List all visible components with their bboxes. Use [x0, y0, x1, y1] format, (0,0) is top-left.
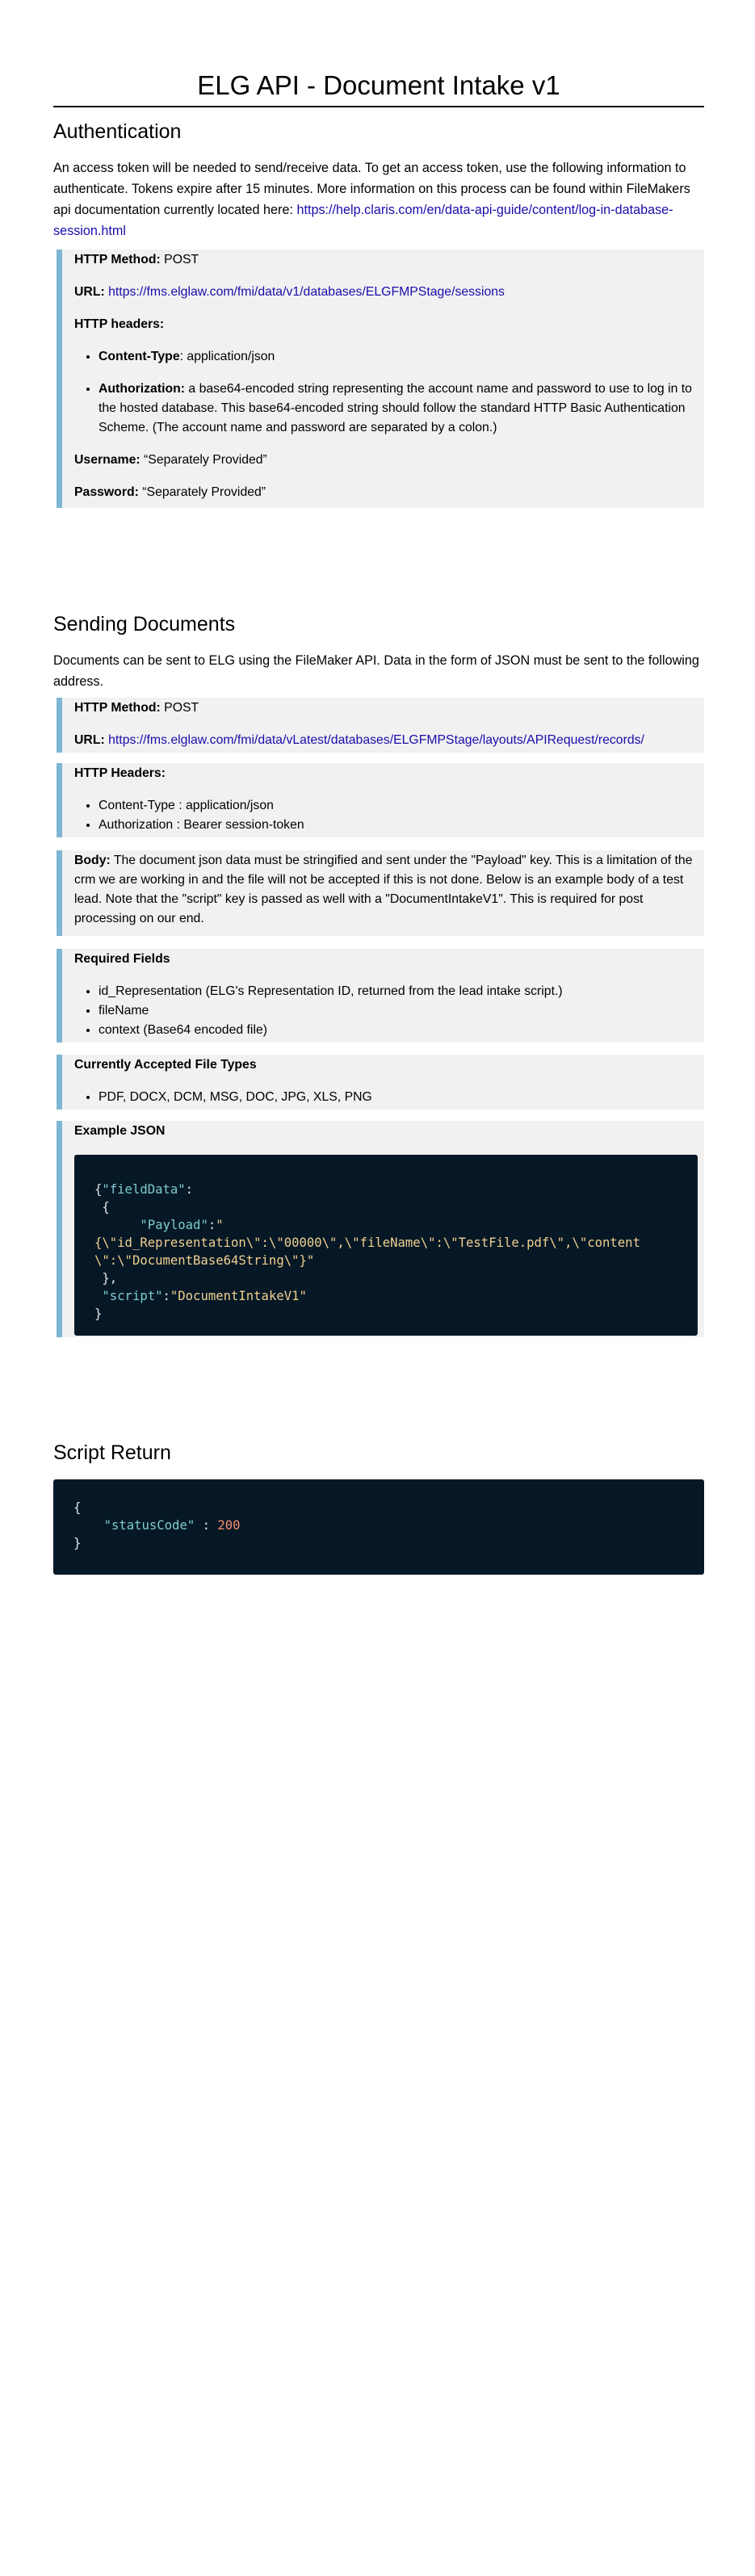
file-types-block [57, 1055, 704, 1110]
file-type-item: • PDF, DOCX, DCM, MSG, DOC, JPG, XLS, PNG [99, 1088, 694, 1107]
send-headers-label: HTTP Headers: [74, 766, 166, 780]
send-method-line [74, 699, 694, 718]
code-key-fielddata: "fieldData" [102, 1182, 186, 1197]
required-fields-label: Required Fields [74, 952, 170, 966]
send-header-item: • Content-Type : application/json [99, 796, 694, 816]
auth-username-value: “Separately Provided” [140, 453, 267, 467]
send-url-link[interactable]: https://fms.elglaw.com/fmi/data/vLatest/databases/ELGFMPStage/layouts/APIRequest/records/ [108, 733, 644, 747]
auth-details-block [57, 250, 704, 508]
authentication-intro [53, 157, 704, 241]
required-field-item: • fileName [99, 1001, 694, 1021]
send-body-label: Body: [74, 854, 111, 867]
file-types-label: Currently Accepted File Types [74, 1058, 257, 1072]
auth-method-label: HTTP Method: [74, 253, 161, 266]
auth-headers-label: HTTP headers: [74, 317, 165, 331]
sending-documents-heading: Sending Documents [53, 613, 236, 636]
code-script-value: "DocumentIntakeV1" [170, 1289, 307, 1303]
code-key-statuscode: "statusCode" [103, 1518, 195, 1533]
auth-method-value: POST [160, 253, 199, 266]
title-divider [53, 106, 704, 107]
auth-header-authorization: • Authorization: a base64-encoded string representing the account name and password to use to log in to the hosted database. This base64-encoded string should follow the standard HTTP Basic Authentication Scheme. (The account name and password are separated by a colon.) [99, 380, 694, 438]
required-field-item: • id_Representation (ELG's Representation ID, returned from the lead intake script.) [99, 982, 694, 1001]
required-fields-block [57, 949, 704, 1043]
required-field-item: • context (Base64 encoded file) [99, 1021, 694, 1040]
auth-username-line [74, 451, 694, 470]
example-json-code: {"fieldData": { "Payload":" {\"id_Representation\":\"00000\",\"fileName\":\"TestFile.pdf\",\"content \":\"DocumentBase64String\"}" }, "script":"DocumentIntakeV1" } [74, 1155, 698, 1336]
send-body-block [57, 850, 704, 936]
auth-password-line [74, 483, 694, 502]
send-header-item: • Authorization : Bearer session-token [99, 816, 694, 835]
auth-password-value: “Separately Provided” [138, 485, 266, 499]
send-url-line [74, 731, 694, 750]
sending-intro: Documents can be sent to ELG using the FileMaker API. Data in the form of JSON must be sent to the following address. [53, 653, 699, 689]
send-method-label: HTTP Method: [74, 701, 161, 715]
auth-header-content-type: • Content-Type: application/json [99, 347, 694, 367]
auth-url-line [74, 283, 694, 302]
send-url-label: URL: [74, 733, 105, 747]
auth-password-label: Password: [74, 485, 139, 499]
auth-username-label: Username: [74, 453, 141, 467]
script-return-code: { "statusCode" : 200 } [53, 1479, 704, 1575]
auth-url-label: URL: [74, 285, 105, 299]
required-fields-list [74, 982, 694, 1040]
filemaker-docs-link[interactable]: https://help.claris.com/en/data-api-guide/content/log-in-database-session.html [53, 203, 673, 238]
code-statuscode-value: 200 [217, 1518, 241, 1533]
code-payload-value: {\"id_Representation\":\"00000\",\"fileName\":\"TestFile.pdf\",\"content [94, 1236, 640, 1250]
example-json-label: Example JSON [74, 1124, 166, 1138]
auth-method-line [74, 250, 694, 270]
page-title: ELG API - Document Intake v1 [197, 70, 560, 100]
send-body-text: Body: The document json data must be stringified and sent under the "Payload" key. This is a limitation of the crm we are working in and the file will not be accepted if this is not done. Below is an example body of a test lead. Note that the "script" key is passed as well with a "DocumentIntakeV1". This is required for post processing on our end. [74, 854, 693, 925]
script-return-heading: Script Return [53, 1441, 171, 1464]
auth-url-link[interactable]: https://fms.elglaw.com/fmi/data/v1/databases/ELGFMPStage/sessions [108, 285, 505, 299]
authentication-heading: Authentication [53, 120, 182, 143]
authentication-intro-text: An access token will be needed to send/receive data. To get an access token, use the following information to authenticate. Tokens expire after 15 minutes. More information on this process can be found within FileMakers api documentation currently located here: [53, 161, 690, 217]
send-headers-block [57, 763, 704, 837]
send-endpoint-block [57, 698, 704, 753]
send-headers-list [74, 796, 694, 835]
auth-headers-list [74, 347, 694, 438]
file-types-list [74, 1088, 694, 1107]
code-key-payload: "Payload" [140, 1218, 208, 1232]
send-method-value: POST [160, 701, 199, 715]
code-key-script: "script" [102, 1289, 163, 1303]
